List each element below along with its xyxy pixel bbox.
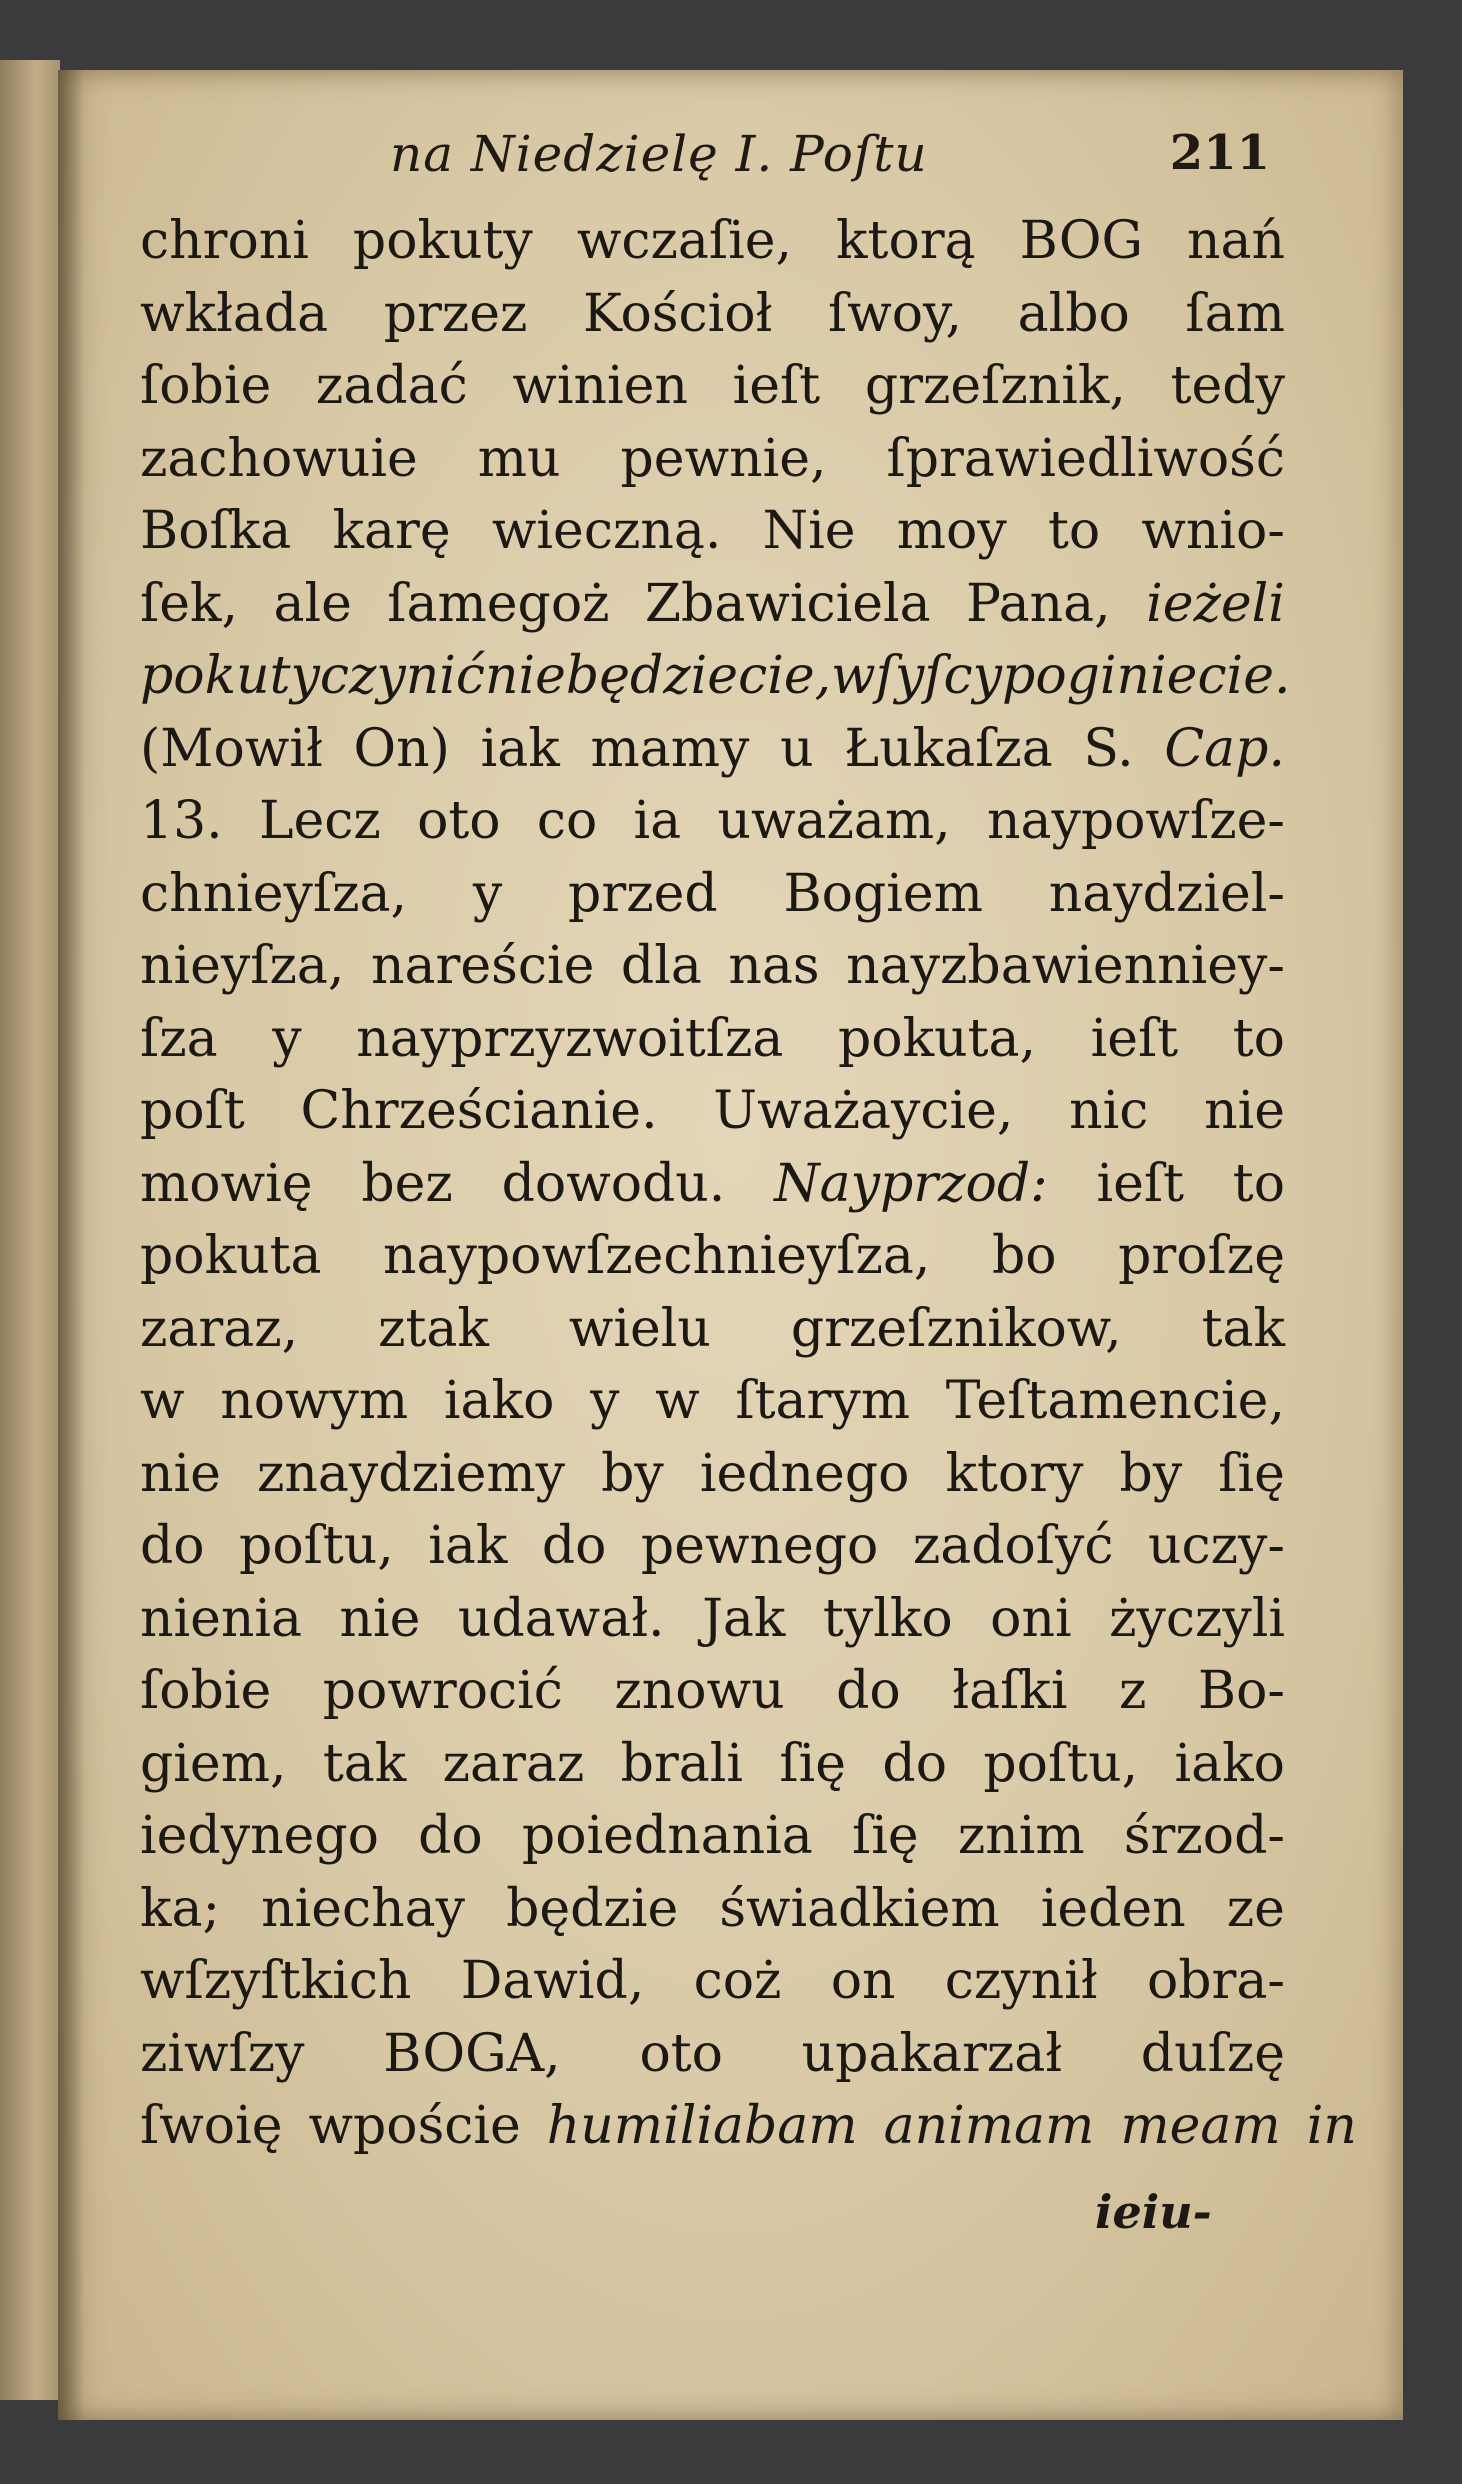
word: upakarzał: [801, 2023, 1063, 2084]
word: BOGA,: [383, 2023, 561, 2084]
word: Dawid,: [460, 1951, 645, 2011]
text-line: [140, 423, 1285, 496]
word: humiliabam: [546, 2096, 858, 2156]
word: Boſka: [140, 501, 292, 561]
word: naydziel-: [1048, 863, 1285, 924]
word: przez: [383, 283, 528, 344]
word: ſię: [779, 1733, 847, 1794]
word: wſyſcy: [831, 646, 1003, 706]
word: Cap.: [1164, 718, 1285, 779]
word: by: [601, 1443, 664, 1504]
text-line: [140, 930, 1285, 1003]
word: Nie: [762, 501, 856, 561]
word: do: [541, 1516, 607, 1576]
word: udawał.: [457, 1588, 665, 1649]
word: ſprawiedliwość: [886, 428, 1285, 489]
word: znowu: [614, 1661, 785, 1721]
text-line: [140, 1655, 1285, 1728]
word: zaraz: [442, 1733, 585, 1794]
word: albo: [1017, 283, 1130, 344]
word: wpoście: [308, 2096, 521, 2156]
word: ſię: [1218, 1443, 1285, 1504]
facing-page-edge: [0, 60, 60, 2400]
word: iedynego: [140, 1806, 379, 1866]
word: ſię: [852, 1806, 919, 1866]
word: do: [836, 1661, 901, 1721]
text-line: [140, 858, 1285, 931]
word: pokuty: [352, 211, 533, 271]
word: będzie: [506, 1878, 679, 1939]
word: tedy: [1170, 356, 1285, 416]
word: nie: [485, 646, 566, 706]
word: wielu: [568, 1298, 711, 1359]
word: nowym: [220, 1371, 409, 1431]
word: by: [1119, 1443, 1183, 1504]
word: to: [1232, 1008, 1285, 1069]
text-line: [140, 2018, 1285, 2091]
word: ia: [633, 791, 682, 851]
word: z: [1118, 1661, 1147, 1721]
word: moy: [896, 501, 1007, 561]
word: ieżeli: [1146, 573, 1285, 634]
text-line: [140, 1365, 1285, 1438]
text-line: [140, 640, 1291, 713]
word: powrocić: [322, 1661, 563, 1721]
page-number: 211: [1169, 125, 1270, 181]
word: duſzę: [1140, 2023, 1285, 2084]
word: pewnie,: [620, 428, 827, 489]
word: wczaſie,: [576, 211, 793, 271]
text-line: [140, 1510, 1285, 1583]
text-line: [140, 1873, 1285, 1946]
word: świadkiem: [719, 1878, 1000, 1939]
word: ziwſzy: [140, 2023, 305, 2084]
word: iako: [443, 1371, 555, 1431]
text-line: [140, 1148, 1285, 1221]
word: ſwoy,: [827, 283, 963, 344]
word: (Mowił: [140, 718, 323, 779]
word: obra-: [1146, 1951, 1285, 2011]
text-line: [140, 1293, 1285, 1366]
word: do: [882, 1733, 947, 1794]
word: to: [1047, 501, 1101, 561]
word: poginiecie.: [1002, 646, 1291, 706]
word: co: [536, 791, 598, 851]
word: Teſtamencie,: [945, 1371, 1285, 1431]
word: oto: [417, 791, 501, 851]
word: uważam,: [717, 791, 951, 851]
word: oni: [990, 1588, 1072, 1649]
word: Chrześcianie.: [300, 1081, 658, 1141]
word: y: [272, 1008, 302, 1069]
word: Nayprzod:: [774, 1153, 1048, 1214]
text-line: [140, 713, 1285, 786]
word: śrzod-: [1123, 1806, 1285, 1866]
word: winien: [512, 356, 688, 416]
text-line: [140, 568, 1285, 641]
word: do: [140, 1516, 205, 1576]
word: grzeſznik,: [864, 356, 1126, 416]
word: nareście: [371, 936, 595, 996]
word: On): [353, 718, 450, 779]
word: coż: [693, 1951, 782, 2011]
word: w: [140, 1371, 185, 1431]
page-header: [390, 125, 1270, 195]
word: ieſt: [732, 356, 821, 416]
body-text: [140, 205, 1357, 2163]
text-line: [140, 1800, 1285, 1873]
word: on: [830, 1951, 896, 2011]
word: poſtu,: [983, 1733, 1139, 1794]
word: u: [780, 718, 814, 779]
word: in: [1306, 2096, 1357, 2156]
text-line: [140, 1003, 1285, 1076]
word: ſek,: [140, 573, 239, 634]
word: Pana,: [966, 573, 1111, 634]
word: naypowſzechnieyſza,: [383, 1226, 931, 1286]
text-line: [140, 278, 1285, 351]
word: ſamegoż: [387, 573, 610, 634]
word: Bo-: [1197, 1661, 1285, 1721]
word: nienia: [140, 1588, 303, 1649]
word: wieczną.: [491, 501, 722, 561]
word: poſt: [140, 1081, 245, 1141]
word: chnieyſza,: [140, 863, 408, 924]
word: mu: [477, 428, 561, 489]
word: Łukaſza: [844, 718, 1053, 779]
word: brali: [620, 1733, 744, 1794]
word: meam: [1120, 2096, 1281, 2156]
word: pokuta: [140, 1226, 322, 1286]
word: łaſki: [952, 1661, 1068, 1721]
word: dowodu.: [501, 1153, 726, 1214]
text-line: [140, 495, 1285, 568]
word: ieden: [1040, 1878, 1186, 1939]
word: Zbawiciela: [644, 573, 931, 634]
word: tak: [322, 1733, 407, 1794]
word: wſzyſtkich: [140, 1951, 412, 2011]
word: ſza: [140, 1008, 218, 1069]
word: Bogiem: [783, 863, 983, 924]
word: nas: [728, 936, 820, 996]
page-gutter-shadow: [58, 70, 84, 2420]
word: poſtu,: [239, 1516, 394, 1576]
word: ieſt: [1096, 1153, 1184, 1214]
word: do: [418, 1806, 483, 1866]
word: nie: [339, 1588, 421, 1649]
word: zaraz,: [140, 1298, 299, 1359]
word: ſobie: [140, 1661, 272, 1721]
word: giem,: [140, 1733, 287, 1794]
word: naypowſze-: [986, 791, 1285, 851]
word: proſzę: [1118, 1226, 1285, 1286]
word: poiednania: [521, 1806, 813, 1866]
word: nieyſza,: [140, 936, 345, 996]
word: tak: [1201, 1298, 1285, 1359]
word: przed: [568, 863, 718, 924]
word: tylko: [822, 1588, 953, 1649]
text-line: [140, 785, 1285, 858]
word: uczy-: [1148, 1516, 1285, 1576]
word: zachowuie: [140, 428, 418, 489]
running-head: na Niedzielę I. Poſtu: [390, 125, 928, 183]
word: wnio-: [1141, 501, 1285, 561]
word: bez: [361, 1153, 453, 1214]
word: chroni: [140, 211, 309, 271]
word: znim: [957, 1806, 1085, 1866]
word: pewnego: [640, 1516, 879, 1576]
text-line: [140, 1438, 1285, 1511]
word: iednego: [699, 1443, 910, 1504]
text-line: [140, 2090, 1357, 2163]
word: nayprzyzwoitſza: [356, 1008, 784, 1069]
word: wkłada: [140, 283, 329, 344]
word: Jak: [702, 1588, 786, 1649]
word: grzeſznikow,: [790, 1298, 1122, 1359]
text-line: [140, 1075, 1285, 1148]
word: ztak: [378, 1298, 489, 1359]
word: ſam: [1185, 283, 1285, 344]
word: Uważaycie,: [713, 1081, 1014, 1141]
word: animam: [883, 2096, 1095, 2156]
catchword: ieiu-: [1095, 2185, 1212, 2239]
word: znaydziemy: [256, 1443, 566, 1504]
word: oto: [639, 2023, 723, 2084]
word: ale: [273, 573, 352, 634]
word: nie: [140, 1443, 221, 1504]
word: 13.: [140, 791, 223, 851]
word: ieſt: [1090, 1008, 1179, 1069]
word: czynił: [944, 1951, 1098, 2011]
text-line: [140, 1583, 1285, 1656]
word: ſwoię: [140, 2096, 283, 2156]
word: y: [472, 863, 503, 924]
word: ktory: [945, 1443, 1084, 1504]
word: BOG: [1019, 211, 1143, 271]
word: iak: [480, 718, 560, 779]
word: Kościoł: [583, 283, 773, 344]
word: karę: [332, 501, 451, 561]
word: zadać: [315, 356, 468, 416]
word: ktorą: [836, 211, 976, 271]
word: czynić: [319, 646, 486, 706]
word: pokuta,: [838, 1008, 1037, 1069]
word: iako: [1174, 1733, 1285, 1794]
word: zadoſyć: [912, 1516, 1114, 1576]
word: ſtarym: [735, 1371, 911, 1431]
word: to: [1232, 1153, 1285, 1214]
text-line: [140, 1945, 1285, 2018]
word: iak: [428, 1516, 508, 1576]
word: nie: [1204, 1081, 1285, 1141]
word: ze: [1226, 1878, 1285, 1939]
word: będziecie,: [565, 646, 832, 706]
word: ka;: [140, 1878, 221, 1939]
word: pokuty: [140, 646, 320, 706]
word: nań: [1187, 211, 1285, 271]
word: w: [655, 1371, 700, 1431]
text-line: [140, 205, 1285, 278]
word: ſobie: [140, 356, 272, 416]
word: S.: [1083, 718, 1134, 779]
word: bo: [991, 1226, 1057, 1286]
text-line: [140, 1728, 1285, 1801]
word: nayzbawienniey-: [846, 936, 1285, 996]
word: Lecz: [258, 791, 381, 851]
text-line: [140, 1220, 1285, 1293]
word: życzyli: [1109, 1588, 1285, 1649]
word: mowię: [140, 1153, 313, 1214]
word: dla: [620, 936, 702, 996]
word: niechay: [261, 1878, 465, 1939]
word: y: [590, 1371, 620, 1431]
text-line: [140, 350, 1285, 423]
word: mamy: [590, 718, 750, 779]
word: nic: [1069, 1081, 1149, 1141]
